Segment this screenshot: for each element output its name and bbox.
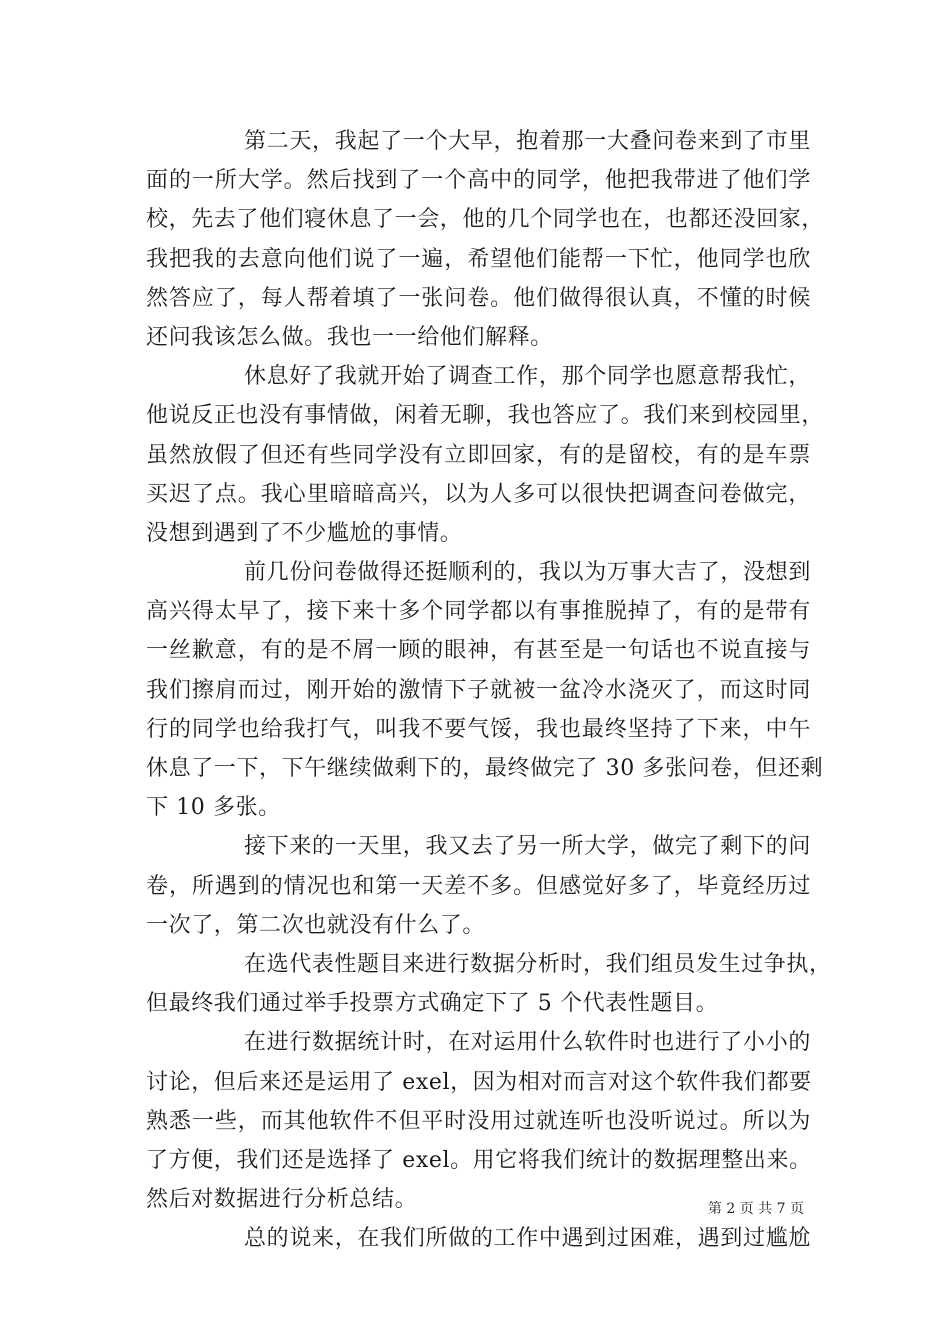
paragraph-line: 没想到遇到了不少尴尬的事情。: [146, 520, 463, 546]
paragraph-line: 我把我的去意向他们说了一遍，希望他们能帮一下忙，他同学也欣: [146, 246, 811, 272]
paragraph-line: 面的一所大学。然后找到了一个高中的同学，他把我带进了他们学: [146, 168, 811, 194]
page-number-footer: 第 2 页 共 7 页: [707, 1201, 804, 1217]
paragraph-line: 下 10 多张。: [146, 795, 281, 821]
paragraph-line: 但最终我们通过举手投票方式确定下了 5 个代表性题目。: [146, 991, 719, 1017]
paragraph-line: 一丝歉意，有的是不屑一顾的眼神，有甚至是一句话也不说直接与: [146, 638, 811, 664]
paragraph-line: 虽然放假了但还有些同学没有立即回家，有的是留校，有的是车票: [146, 442, 811, 468]
paragraph-line: 一次了，第二次也就没有什么了。: [146, 912, 486, 938]
paragraph-line: 买迟了点。我心里暗暗高兴，以为人多可以很快把调查问卷做完，: [146, 481, 811, 507]
paragraph-first-line: 第二天，我起了一个大早，抱着那一大叠问卷来到了市里: [244, 129, 811, 154]
paragraph-first-line: 在进行数据统计时，在对运用什么软件时也进行了小小的: [244, 1030, 811, 1056]
paragraph-line: 还问我该怎么做。我也一一给他们解释。: [146, 324, 553, 350]
paragraph-first-line: 总的说来，在我们所做的工作中遇到过困难，遇到过尴尬: [244, 1226, 811, 1252]
paragraph-first-line: 在选代表性题目来进行数据分析时，我们组员发生过争执，: [244, 951, 832, 977]
paragraph-line: 他说反正也没有事情做，闲着无聊，我也答应了。我们来到校园里，: [146, 403, 825, 429]
paragraph-line: 然答应了，每人帮着填了一张问卷。他们做得很认真，不懂的时候: [146, 285, 811, 311]
paragraph-first-line: 休息好了我就开始了调查工作，那个同学也愿意帮我忙，: [244, 364, 811, 390]
paragraph-line: 校，先去了他们寝休息了一会，他的几个同学也在，也都还没回家，: [146, 207, 825, 233]
paragraph-line: 了方便，我们还是选择了 exel。用它将我们统计的数据理整出来。: [146, 1147, 812, 1173]
paragraph-line: 我们擦肩而过，刚开始的激情下子就被一盆冷水浇灭了，而这时同: [146, 677, 811, 703]
paragraph-line: 行的同学也给我打气，叫我不要气馁，我也最终坚持了下来，中午: [146, 716, 811, 742]
paragraph-line: 然后对数据进行分析总结。: [146, 1187, 418, 1213]
document-body: [146, 122, 832, 1258]
paragraph-line: 卷，所遇到的情况也和第一天差不多。但感觉好多了，毕竟经历过: [146, 873, 811, 899]
paragraph-first-line: 前几份问卷做得还挺顺利的，我以为万事大吉了，没想到: [244, 560, 811, 586]
paragraph-line: 休息了一下，下午继续做剩下的，最终做完了 30 多张问卷，但还剩: [146, 756, 824, 781]
paragraph-line: 熟悉一些，而其他软件不但平时没用过就连听也没听说过。所以为: [146, 1108, 811, 1134]
paragraph-line: 讨论，但后来还是运用了 exel，因为相对而言对这个软件我们都要: [146, 1069, 812, 1095]
paragraph-first-line: 接下来的一天里，我又去了另一所大学，做完了剩下的问: [244, 834, 811, 860]
paragraph-line: 高兴得太早了，接下来十多个同学都以有事推脱掉了，有的是带有: [146, 599, 811, 625]
